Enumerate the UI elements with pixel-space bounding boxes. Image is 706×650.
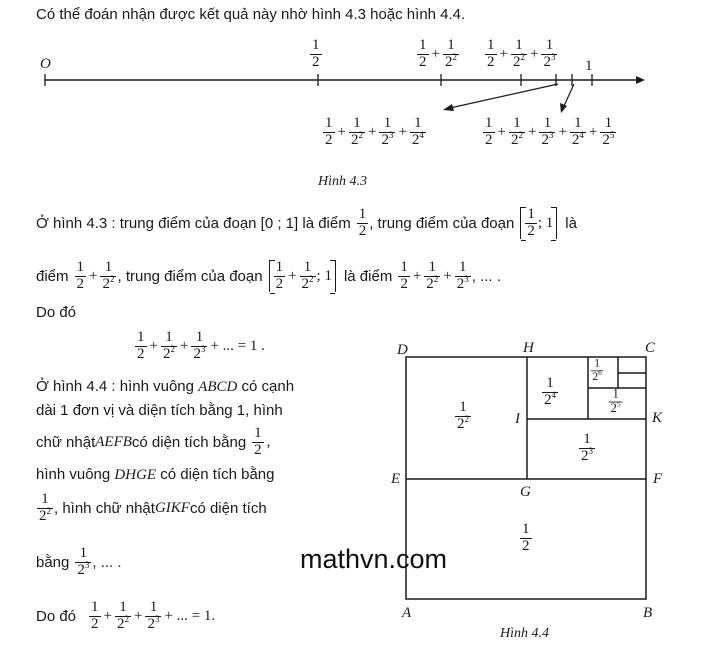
area-half: $\frac{1}{2}$ — [522, 521, 530, 554]
area-sixtyfourth: $\frac{1}{2^6}$ — [592, 357, 602, 383]
area-sixteenth: $\frac{1}{2^4}$ — [544, 375, 556, 408]
corner-F: F — [653, 471, 663, 487]
sum-equation-2: Do đó $\frac{1}{2}$ + $\frac{1}{2^2}$ + $\frac{1}{2^3}$ + ... = 1. — [36, 598, 216, 632]
sum-tail-2: + ... = 1. — [164, 607, 216, 624]
dodo-2: Do đó — [36, 607, 77, 625]
para2-line1: Ở hình 4.4 : hình vuông ABCD có cạnh — [36, 378, 295, 395]
para2-line5: $\frac{1}{2^2}$ , hình chữ nhật GIKF có diện tích — [39, 490, 267, 524]
tick-sum-2: $\frac{1}{2}$ + $\frac{1}{2^2}$ — [419, 37, 457, 70]
corner-H: H — [523, 340, 534, 356]
intro-text: Có thể đoán nhận được kết quả này nhờ hình 4.3 hoặc hình 4.4. — [36, 6, 466, 23]
caption-4-3: Hình 4.3 — [318, 174, 367, 189]
para1-a: Ở hình 4.3 : trung điểm của đoạn [0 ; 1] là điểm — [36, 214, 351, 232]
corner-I: I — [515, 411, 520, 427]
para1-c: là — [565, 214, 577, 232]
sum-tail-1: + ... = 1 . — [210, 337, 265, 354]
corner-B: B — [643, 605, 653, 621]
corner-G: G — [520, 484, 531, 500]
caption-4-4: Hình 4.4 — [500, 626, 549, 641]
para2-line3: chữ nhật AEFB có diện tích bằng $\frac{1}{2}$ , — [36, 424, 271, 458]
para2-line6: bằng $\frac{1}{2^3}$ , ... . — [36, 544, 122, 578]
corner-K: K — [652, 410, 663, 426]
tick-half: $\frac{1}{2}$ — [312, 37, 320, 70]
label-sum-4: $\frac{1}{2}$ + $\frac{1}{2^2}$ + $\frac{1}{2^3}$ + $\frac{1}{2^4}$ — [325, 115, 424, 148]
corner-C: C — [645, 340, 656, 356]
tick-sum-3: $\frac{1}{2}$ + $\frac{1}{2^2}$ + $\frac{1}{2^3}$ — [487, 37, 556, 70]
label-sum-5: $\frac{1}{2}$ + $\frac{1}{2^2}$ + $\frac{1}{2^3}$ + $\frac{1}{2^4}$ + $\frac{1}{2^5}$ — [485, 115, 615, 148]
para2-line2: dài 1 đơn vị và diện tích bằng 1, hình — [36, 402, 283, 419]
para2-line4: hình vuông DHGE có diện tích bằng — [36, 466, 275, 483]
corner-A: A — [402, 605, 412, 621]
area-eighth: $\frac{1}{2^3}$ — [581, 431, 593, 464]
dodo-1: Do đó — [36, 304, 77, 321]
area-thirtysecond: $\frac{1}{2^5}$ — [610, 387, 621, 415]
para1-e: , trung điểm của đoạn — [117, 267, 263, 285]
sum-equation-1: $\frac{1}{2}$ + $\frac{1}{2^2}$ + $\frac{1}{2^3}$ + ... = 1 . — [137, 329, 265, 362]
area-quarter: $\frac{1}{2^2}$ — [457, 399, 469, 432]
one-label: 1 — [585, 58, 593, 74]
para1-d: điểm — [36, 267, 69, 285]
para1-line2: điểm $\frac{1}{2}$ + $\frac{1}{2^2}$ , trung điểm của đoạn $\frac{1}{2}$ + $\frac{1}{2^2}$ ; 1 là điểm $\frac{1}{2}$ + $\frac{1}{2^2}$ + $\frac{1}{2^3}$ , ... . — [36, 258, 501, 292]
watermark-text: mathvn.com — [300, 544, 448, 574]
para1-line1: Ở hình 4.3 : trung điểm của đoạn [0 ; 1] là điểm $\frac{1}{2}$ , trung điểm của đoạn $\frac{1}{2}$ ; 1 là — [36, 205, 577, 239]
para1-f: là điểm — [343, 267, 393, 285]
origin-label: O — [40, 56, 51, 72]
corner-D: D — [397, 342, 408, 358]
para1-g: , ... . — [471, 267, 501, 285]
corner-E: E — [391, 471, 401, 487]
para1-b: , trung điểm của đoạn — [369, 214, 515, 232]
